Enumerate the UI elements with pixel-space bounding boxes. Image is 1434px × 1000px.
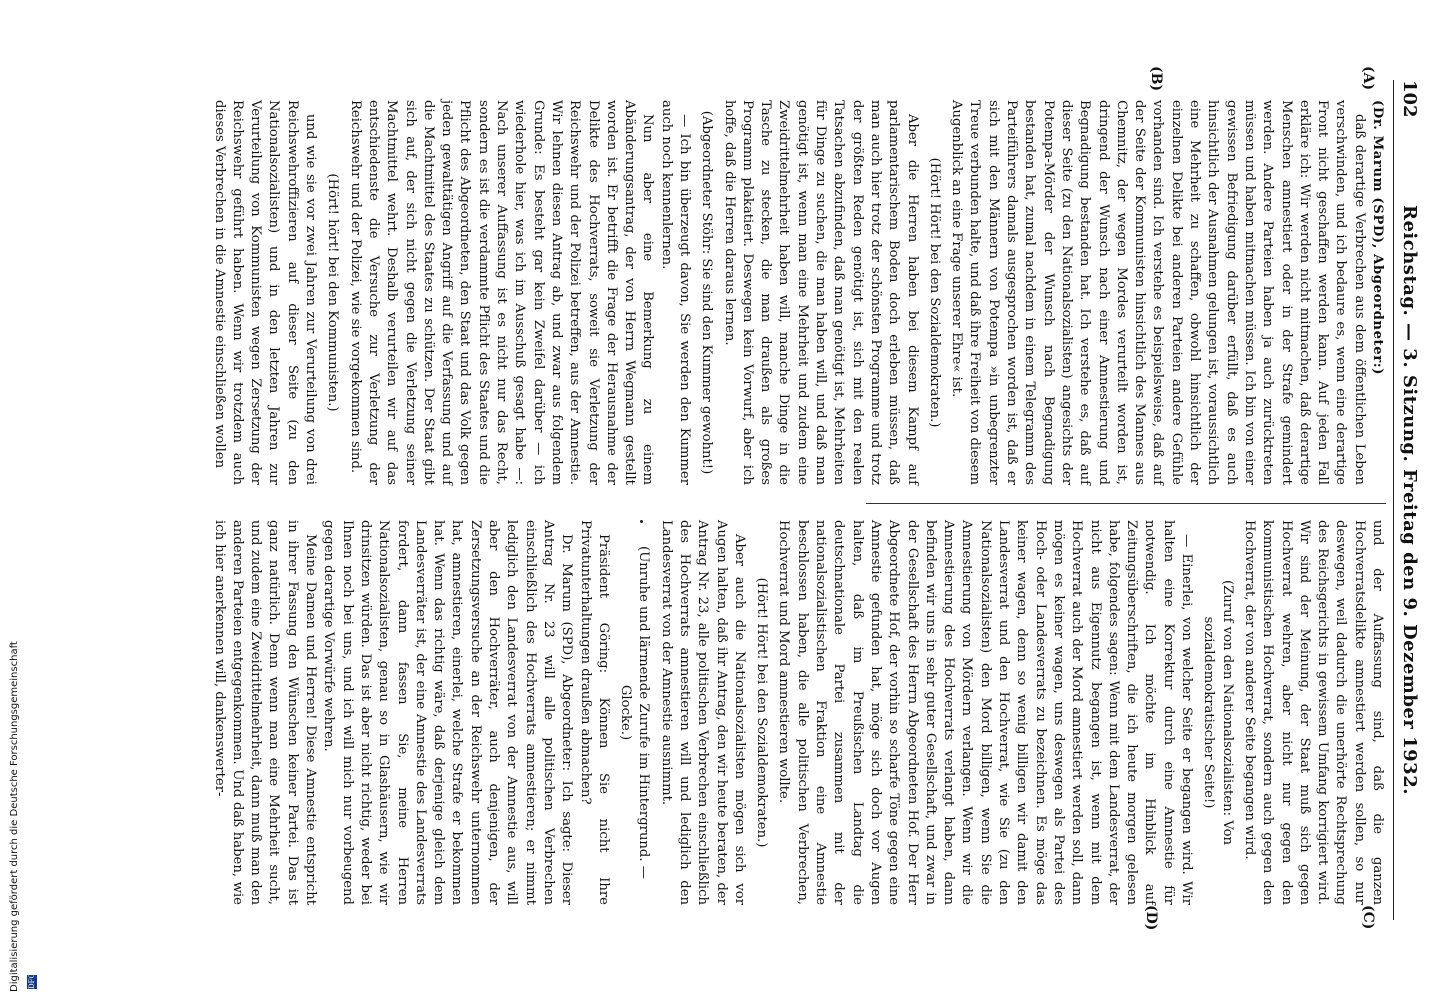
column-divider: [866, 503, 1386, 504]
page-header: [1394, 0, 1420, 1000]
left-column: [209, 100, 1386, 485]
paragraph: und wie sie vor zwei Jahren zur Verurteilung von drei Reichswehroffizieren auf dieser Seite (zu den Nationalsozialisten) und in den letzten Jahren zur Verurteilung von Kommunisten wegen Zersetzung der Reichswehr geführt haben. Wenn wir trotzdem auch dieses Verbrechen in die Amnestie einschließen wollen: [211, 100, 319, 485]
margin-mark-b: (B): [1148, 66, 1164, 92]
interjection: (Hört! Hört! bei den Sozialdemokraten.): [754, 577, 770, 848]
paragraph: Aber auch die Nationalsozialisten mögen sich vor Augen halten, daß ihr Antrag, den wir heute beraten, der Antrag Nr. 23, alle politischen Verbrechen einschließlich des Hochverrats amnestieren will und lediglich den Landesverrat von der Amnestie ausnimmt.: [658, 520, 747, 905]
header-rule: [1393, 80, 1394, 920]
paragraph: Meine Damen und Herren! Diese Amnestie entspricht in ihrer Fassung den Wünschen keiner Partei. Das ist ganz natürlich. Denn wenn man eine Mehrheit sucht, und zudem eine Zweidrittelmehrheit, dann muß man den anderen Parteien entgegenkommen. Und daß haben, wie ich hier anerkennen will, dankenswerter-: [211, 520, 319, 905]
dfg-logo: DFG: [27, 972, 36, 989]
footer-text: Digitalisierung gefördert durch die Deutsche Forschungsgemeinschaft: [9, 641, 20, 992]
right-column: [209, 520, 1386, 905]
interjection: (Zuruf von den Nationalsozialisten: Von sozialdemokratischer Seite!): [1201, 579, 1235, 846]
interjection: (Unruhe und lärmende Zurufe im Hintergrund. — Glocke.): [618, 546, 652, 879]
paragraph: Aber die Herren haben bei diesem Kampf auf parlamentarischem Boden doch erleben müssen, daß man auch hier trotz der schönsten Programme und trotz der größten Reden genötigt ist, sich mit den realen Tatsachen abzufinden, daß man genötigt ist, Mehrheiten für Dinge zu suchen, die man haben will, und daß man genötigt ist, wenn man eine Mehrheit und zudem eine Zweidrittelmehrheit haben will, manche Dinge in die Tasche zu stecken, die man draußen als großes Programm plakatiert. Deswegen kein Vorwurf, aber ich hoffe, daß die Herren daraus lernen.: [721, 100, 920, 485]
paragraph: Dr. Marum (SPD), Abgeordneter: Ich sagte: Dieser Antrag Nr. 23 will alle politischen Verbrechen einschließlich des Hochverrats amnestieren; er nimmt lediglich den Landesverrat von der Amnestie aus, will aber den Hochverräter, auch denjenigen, der Zersetzungsversuche an der Reichswehr unternommen hat, amnestieren, einerlei, welche Strafe er bekommen hat. Wenn das richtig wäre, daß derjenige gleich dem Landesverräter ist, der eine Amnestie des Landesverrats fordert, dann fassen Sie, meine Herren Nationalsozialisten, genau so in Glashäusern, wie wir drinsitzen würden. Das ist aber nicht richtig, weder bei Ihnen noch bei uns, und ich will mich nur vorbeugend gegen derartige Vorwürfe wehren.: [321, 520, 575, 905]
interjection: (Hört! hört! bei den Kommunisten.): [325, 173, 341, 412]
margin-mark-c: (C): [1360, 905, 1376, 930]
page-title: Reichstag. — 3. Sitzung. Freitag den 9. Dezember 1932.: [1399, 205, 1420, 795]
paragraph: — Einerlei, von welcher Seite er begangen wird. Wir halten eine Korrektur durch eine Amnestie für notwendig. Ich möchte im Hinblick auf Zeitungsüberschriften, die ich heute morgen gelesen habe, folgendes sagen: Wenn mit dem Landesverrat, der nicht aus Eigennutz begangen ist, wenn mit dem Hochverrat auch der Mord amnestiert werden soll, dann mögen es keiner wagen, uns deswegen als Partei des Hoch- oder Landesverrats zu bezeichnen. Es möge das keiner wagen, denn so wenig billigen wir damit den Landesverrat und den Hochverrat, wie Sie (zu den Nationalsozialisten) den Mord billigen, wenn Sie die Amnestierung von Mördern verlangen. Wenn wir die Amnestierung des Hochverrats verlangt haben, dann befinden wir uns in sehr guter Gesellschaft, und zwar in der Gesellschaft des Herrn Abgeordneten Hof. Der Herr Abgeordnete Hof, der vorhin so scharfe Töne gegen eine Amnestie gefunden hat, möge sich doch vor Augen halten, daß im Preußischen Landtag die deutschnationale Partei zusammen mit der nationalsozialistischen Fraktion eine Amnestie beschlossen haben, die alle politischen Verbrechen, Hochverrat und Mord amnestieren wollte.: [776, 520, 1195, 905]
margin-mark-a: (A): [1360, 66, 1376, 91]
scan-speck: [640, 520, 643, 523]
paragraph: Nun aber eine Bemerkung zu einem Abänderungsantrag, der von Herrn Wegmann gestellt worden ist. Er betrifft die Frage der Herausnahme der Delikte des Hochverrats, soweit sie Verletzung der Reichswehr und der Polizei betreffen, aus der Amnestie. Wir lehnen diesen Antrag ab, und zwar aus folgendem Grunde: Es besteht gar kein Zweifel darüber — ich wiederhole hier, was ich im Ausschuß gesagt habe —: Nach unserer Auffassung ist es nicht nur das Recht, sondern es ist die verdammte Pflicht des Staates und die Pflicht des Abgeordneten, den Staat und das Volk gegen jeden gewalttätigen Angriff auf die Verfassung und auf die Machtmittel des Staates zu schützen. Der Staat gibt sich auf, der sich nicht gegen die Verletzung seiner Machtmittel wehrt. Deshalb verurteilen wir auf das entschiedenste die Versuche zur Verletzung der Reichswehr und der Polizei, wie sie vorgekommen sind.: [347, 100, 656, 485]
paragraph: daß derartige Verbrechen aus dem öffentlichen Leben verschwinden, und ich bedaure es, wenn eine derartige Front nicht geschaffen werden kann. Auf jeden Fall erkläre ich: Wir werden nicht mitmachen, daß derartige Menschen amnestiert oder in der Strafe gemindert werden. Andere Parteien haben ja auch zurücktreten müssen und haben mitmachen müssen. Ich bin von einer gewissen Befriedigung darüber erfüllt, daß es auch hinsichtlich der Ausnahmen gelungen ist, voraussichtlich eine Mehrheit zu schaffen, obwohl hinsichtlich der einzelnen Delikte bei anderen Parteien andere Gefühle vorhanden sind. Ich verstehe es beispielsweise, daß auf der Seite der Kommunisten hinsichtlich des Mannes aus Chemnitz, der wegen Mordes verurteilt worden ist, dringend der Wunsch nach einer Amnestierung und Begnadigung bestanden hat. Ich verstehe es, daß auf dieser Seite (zu den Nationalsozialisten) angesichts der Potempa-Mörder der Wunsch nach Begnadigung bestanden hat, zumal nachdem in einem Telegramm des Parteiführers damals ausgesprochen worden ist, daß er sich mit den Männern von Potempa »in unbegrenzter Treue verbunden halte, und daß ihre Freiheit von diesem Augenblick an eine Frage unserer Ehre« ist.: [949, 100, 1367, 485]
margin-mark-d: (D): [1143, 905, 1159, 931]
paragraph: und der Auffassung sind, daß die ganzen Hochverratsdelikte amnestiert werden sollen, so nur deswegen, weil dadurch die unerhörte Rechtsprechung des Reichsgerichts in gewissem Umfang korrigiert wird. Wir sind der Meinung, der Staat muß sich gegen Hochverrat wehren, aber nicht nur gegen den kommunistischen Hochverrat, sondern auch gegen den Hochverrat, der von anderer Seite begangen wird.: [1241, 520, 1385, 905]
interjection: (Hört! Hört! bei den Sozialdemokraten.): [926, 157, 942, 428]
footer: [2, 641, 36, 993]
paragraph: — Ich bin überzeugt davon, Sie werden den Kummer auch noch kennenlernen.: [658, 100, 693, 485]
page-number: 102: [1399, 80, 1420, 118]
interjection: (Abgeordneter Stöhr: Sie sind den Kummer gewohnt!): [699, 110, 715, 475]
speaker-line: (Dr. Marum (SPD), Abgeordneter:): [1370, 100, 1385, 376]
paragraph: Präsident Göring: Können Sie nicht Ihre Privatunterhaltungen draußen abmachen?: [577, 520, 611, 905]
